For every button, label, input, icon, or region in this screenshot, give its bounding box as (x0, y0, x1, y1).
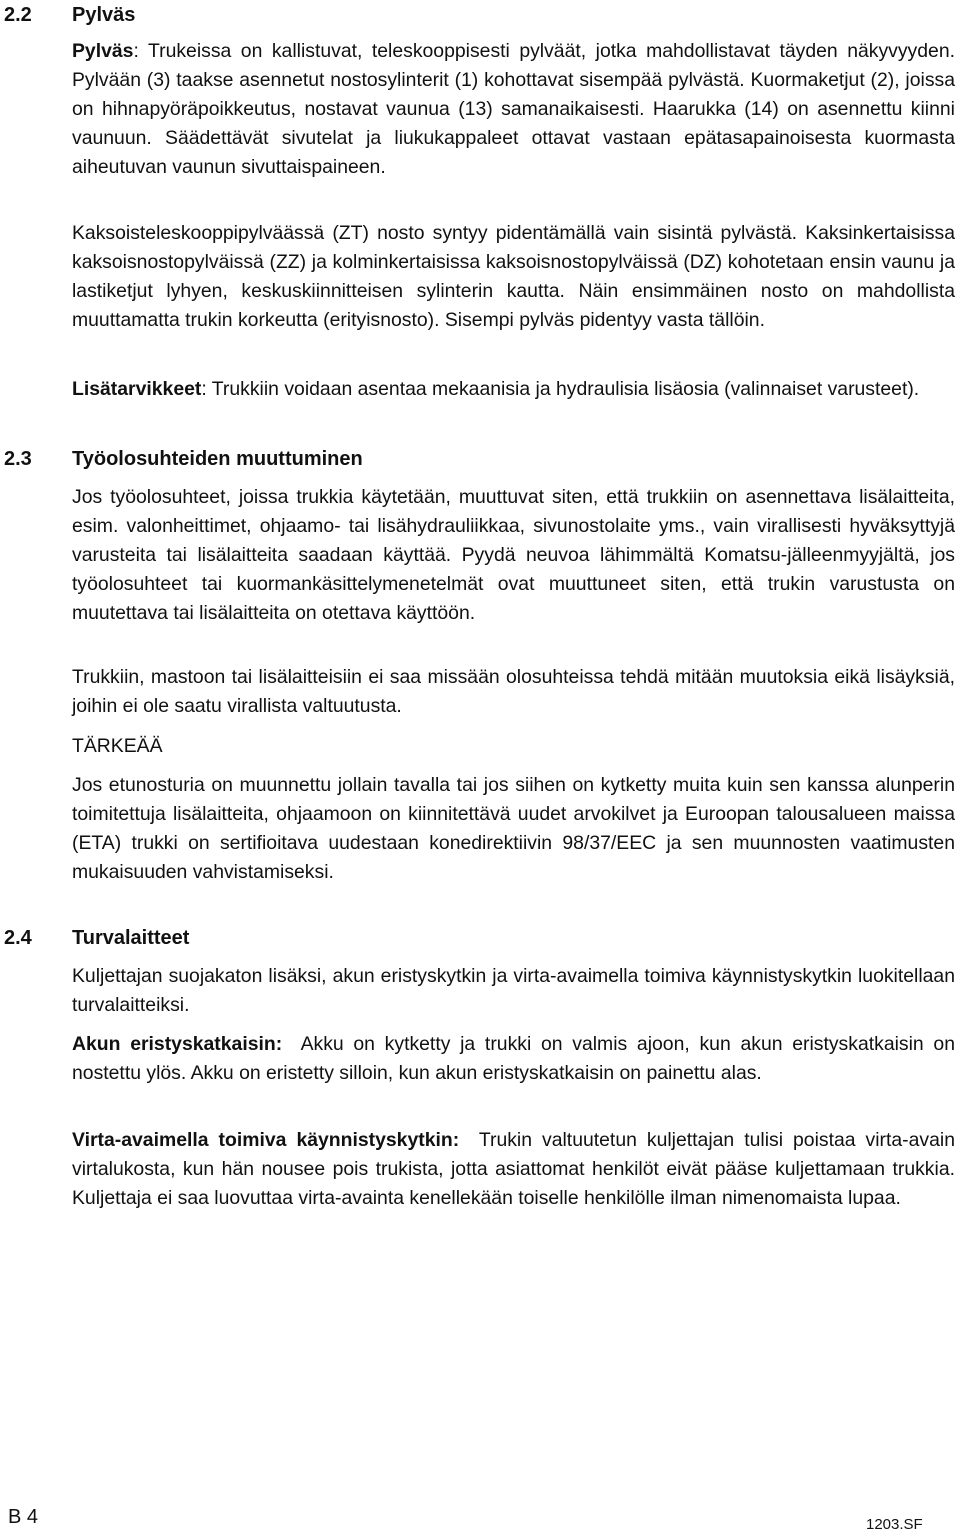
paragraph-text: Trukkiin, mastoon tai lisälaitteisiin ei saa missään olosuhteissa tehdä mitään muutoksia eikä lisäyksiä, joihin ei ole saatu virallista valtuutusta. (72, 666, 955, 717)
paragraph (72, 663, 955, 721)
paragraph-lead: Lisätarvikkeet (72, 378, 202, 400)
paragraph-text: Akku on kytketty ja trukki on valmis ajoon, kun akun eristyskatkaisin on nostettu ylös. Akku on eristetty silloin, kun akun eristyskatkaisin on painettu alas. (72, 1033, 955, 1084)
section-title: Turvalaitteet (72, 927, 190, 949)
paragraph-lead: Virta-avaimella toimiva käynnistyskytkin: (72, 1129, 460, 1151)
lead-separator: : (201, 378, 212, 400)
section-number: 2.4 (4, 927, 32, 949)
paragraph (72, 483, 955, 628)
paragraph (72, 1126, 955, 1213)
paragraph (72, 375, 955, 404)
important-label (72, 732, 955, 761)
paragraph-lead: Akun eristyskatkaisin: (72, 1033, 283, 1055)
paragraph-text: Trukkiin voidaan asentaa mekaanisia ja hydraulisia lisäosia (valinnaiset varusteet). (211, 378, 920, 400)
paragraph-text: Jos työolosuhteet, joissa trukkia käytetään, muuttuvat siten, että trukkiin on asennettava lisälaitteita, esim. valonheittimet, ohjaamo- tai lisähydrauliikkaa, sivunostolaite yms., vain virallisesti hyväksyttyjä varusteita tai lisälaitteita saadaan käyttää. Pyydä neuvoa lähimmältä Komatsu-jälleenmyyjältä, jos työolosuhteet tai kuormankäsittelymenetelmät ovat muuttuneet siten, että trukin varustusta on muutettava tai lisälaitteita on otettava käyttöön. (72, 486, 955, 624)
document-code: 1203.SF (866, 1516, 923, 1533)
paragraph (72, 962, 955, 1020)
paragraph-text: Jos etunosturia on muunnettu jollain tavalla tai jos siihen on kytketty muita kuin sen kanssa alunperin toimitettuja lisälaitteita, ohjaamoon on kiinnitettävä uudet arvokilvet ja Euroopan talousalueen maissa (ETA) trukki on sertifioitava uudestaan konedirektiivin 98/37/EEC ja sen muunnosten vaatimusten mukaisuuden vahvistamiseksi. (72, 774, 955, 883)
lead-separator: : (133, 40, 148, 62)
paragraph (72, 37, 955, 182)
paragraph (72, 1030, 955, 1088)
paragraph-text: TÄRKEÄÄ (72, 735, 163, 757)
section-number: 2.2 (4, 4, 32, 26)
page-number: B 4 (8, 1506, 39, 1528)
section-title: Työolosuhteiden muuttuminen (72, 448, 363, 470)
paragraph (72, 771, 955, 887)
paragraph (72, 219, 955, 335)
paragraph-text: Kaksoisteleskooppipylväässä (ZT) nosto syntyy pidentämällä vain sisintä pylvästä. Kaksinkertaisissa kaksoisnostopylväissä (ZZ) ja kolminkertaisissa kaksoisnostopylväissä (DZ) kohotetaan ensin vaunu ja lastiketjut lyhyen, keskuskiinnitteisen sylinterin kautta. Näin ensimmäinen nosto on mahdollista muuttamatta trukin korkeutta (erityisnosto). Sisempi pylväs pidentyy vasta tällöin. (72, 222, 955, 331)
paragraph-text: Trukin valtuutetun kuljettajan tulisi poistaa virta-avain virtalukosta, kun hän nousee pois trukista, jotta asiattomat henkilöt eivät pääse kuljettamaan trukkia. Kuljettaja ei saa luovuttaa virta-avainta kenellekään toiselle henkilölle ilman nimenomaista lupaa. (72, 1129, 955, 1209)
paragraph-lead: Pylväs (72, 40, 134, 62)
lead-separator (459, 1129, 479, 1151)
section-number: 2.3 (4, 448, 32, 470)
lead-separator (282, 1033, 300, 1055)
paragraph-text: Trukeissa on kallistuvat, teleskooppisesti pylväät, jotka mahdollistavat täyden näkyvyyden. Pylvään (3) taakse asennetut nostosylinterit (1) kohottavat sisempää pylvästä. Kuormaketjut (2), joissa on hihnapyöräpoikkeutus, nostavat vaunua (13) samanaikaisesti. Haarukka (14) on asennettu kiinni vaunuun. Säädettävät sivutelat ja liukukappaleet ottavat vastaan epätasapainoisesta kuormasta aiheutuvan vaunun sivuttaispaineen. (72, 40, 955, 178)
paragraph-text: Kuljettajan suojakaton lisäksi, akun eristyskytkin ja virta-avaimella toimiva käynnistyskytkin luokitellaan turvalaitteiksi. (72, 965, 955, 1016)
section-title: Pylväs (72, 4, 136, 26)
